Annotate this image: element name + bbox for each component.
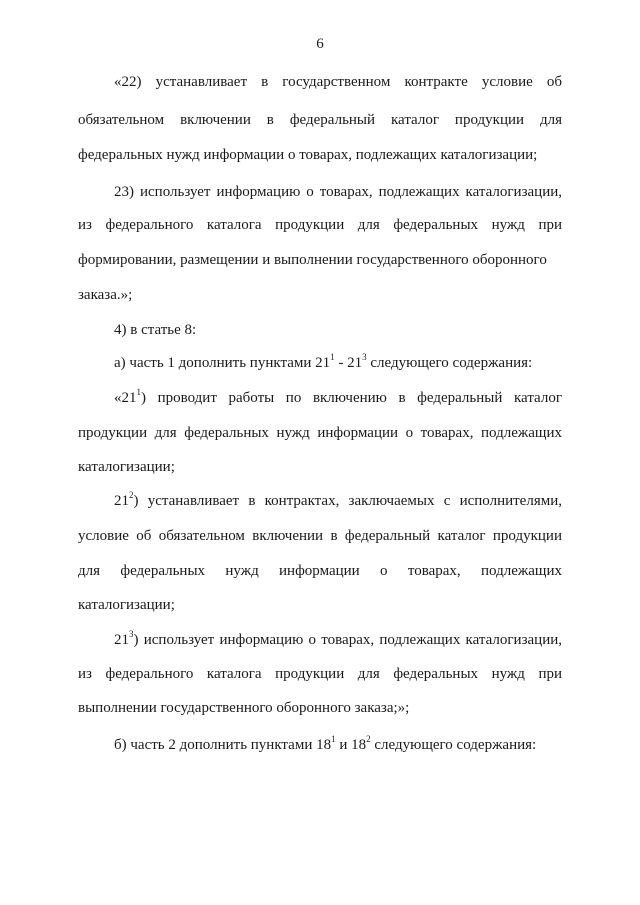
text-line: 23) использует информацию о товарах, подлежащих каталогизации, [114,184,562,200]
text-line: каталогизации; [78,597,175,613]
text-line: для федеральных нужд информации о товарах, подлежащих [78,563,562,579]
text-line: обязательном включении в федеральный каталог продукции для [78,112,562,128]
text-line: из федерального каталога продукции для федеральных нужд при [78,217,562,233]
text-line: $21^3$) использует информацию о товарах, подлежащих каталогизации, [114,629,562,648]
text-line: «22) устанавливает в государственном контракте условие об [114,74,562,90]
text-line: а) часть 1 дополнить пунктами $21^1 - 21^3$ следующего содержания: [114,352,533,371]
text-line: продукции для федеральных нужд информации о товарах, подлежащих [78,425,562,441]
text-line: заказа.»; [78,287,133,303]
text-line: $21^2$) устанавливает в контрактах, заключаемых с исполнителями, [114,490,562,509]
text-line: б) часть 2 дополнить пунктами $18^1$ и $18^2$ следующего содержания: [114,734,537,753]
text-line: 4) в статье 8: [114,322,197,338]
page-number: 6 [316,36,324,52]
text-line: формировании, размещении и выполнении государственного оборонного [78,252,547,268]
text-line: «$21^1$) проводит работы по включению в федеральный каталог [114,387,562,406]
text-line: из федерального каталога продукции для федеральных нужд при [78,666,562,682]
text-line: условие об обязательном включении в федеральный каталог продукции [78,528,562,544]
text-line: федеральных нужд информации о товарах, подлежащих каталогизации; [78,147,538,163]
text-line: каталогизации; [78,459,175,475]
text-line: выполнении государственного оборонного заказа;»; [78,700,410,716]
